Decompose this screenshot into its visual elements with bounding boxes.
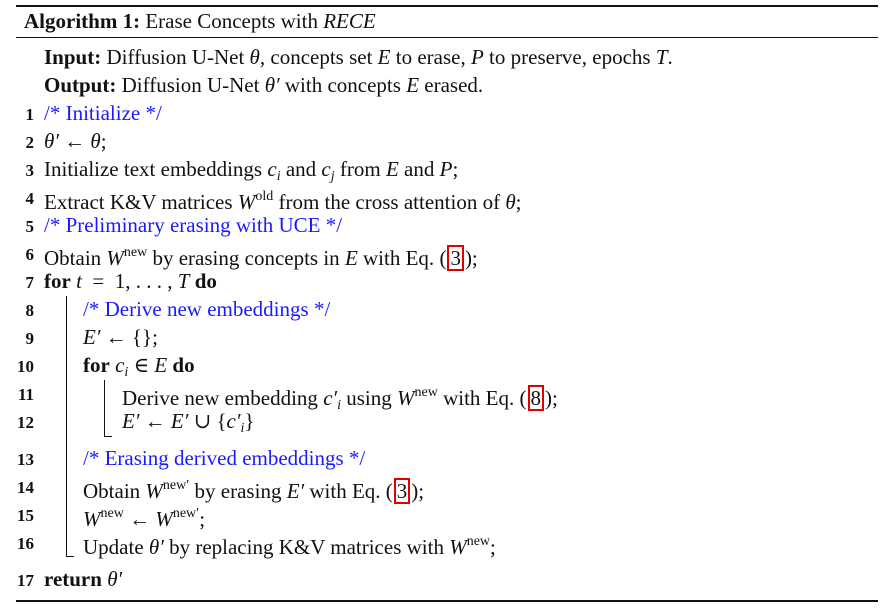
eq-3-link-2[interactable]: 3	[394, 478, 411, 504]
code-line-17: return θ′	[44, 567, 123, 591]
input-line: Input: Diffusion U-Net θ, concepts set E to erase, P to preserve, epochs T.	[44, 45, 673, 69]
line-number: 7	[25, 273, 34, 292]
code-line-16: Update θ′ by replacing K&V matrices with $W^{new}$;	[83, 534, 496, 559]
line-number: 13	[17, 450, 34, 469]
line-number: 11	[17, 385, 34, 404]
algorithm-name: RECE	[323, 9, 376, 33]
line-number: 10	[17, 357, 34, 376]
line-number: 8	[25, 301, 34, 320]
line-number: 3	[25, 161, 34, 180]
code-line-6: Obtain $W^{new}$ by erasing concepts in E with Eq. ( 3 );	[44, 245, 478, 270]
code-line-11: Derive new embedding $c'_i$ using $W^{new}$ with Eq. ( 8 );	[122, 385, 558, 413]
comment-erasing: /* Erasing derived embeddings */	[83, 446, 366, 470]
code-line-2: θ′ ← θ;	[44, 129, 107, 153]
outer-loop-bar	[66, 296, 67, 556]
title-rule	[16, 37, 878, 38]
code-line-7: for t = 1, . . . , T do	[44, 269, 217, 293]
inner-loop-bar	[104, 380, 105, 436]
comment-preliminary: /* Preliminary erasing with UCE */	[44, 213, 343, 237]
line-number: 15	[17, 506, 34, 525]
outer-loop-end	[66, 556, 74, 557]
comment-initialize: /* Initialize */	[44, 101, 162, 125]
line-number: 2	[25, 133, 34, 152]
code-line-15: $W^{new}$ ← $W^{new'}$;	[83, 506, 206, 531]
bottom-rule	[16, 600, 878, 602]
algorithm-title-text: Erase Concepts with	[145, 9, 318, 33]
algorithm-label: Algorithm 1:	[24, 9, 141, 33]
code-line-12: E′ ← E′ ∪ $\{c'_i\}$	[122, 409, 255, 436]
line-number: 17	[17, 571, 34, 590]
line-number: 14	[17, 478, 34, 497]
line-number: 9	[25, 329, 34, 348]
line-number: 1	[25, 105, 34, 124]
code-line-10: for $c_i$ ∈ E do	[83, 353, 195, 380]
line-number: 5	[25, 217, 34, 236]
code-line-14: Obtain $W^{new'}$ by erasing E′ with Eq. ( 3 );	[83, 478, 425, 503]
line-number: 6	[25, 245, 34, 264]
eq-3-link[interactable]: 3	[447, 245, 464, 271]
line-number: 4	[25, 189, 34, 208]
line-number: 16	[17, 534, 34, 553]
inner-loop-end	[104, 436, 112, 437]
output-line: Output: Diffusion U-Net θ′ with concepts E erased.	[44, 73, 484, 97]
eq-8-link[interactable]: 8	[528, 385, 545, 411]
code-line-9: E′ ← {};	[83, 325, 158, 349]
line-number: 12	[17, 413, 34, 432]
comment-derive: /* Derive new embeddings */	[83, 297, 331, 321]
code-line-3: Initialize text embeddings $c_i$ and $c_j$ from E and P;	[44, 157, 459, 184]
top-rule	[16, 5, 878, 7]
code-line-4: Extract K&V matrices $W^{old}$ from the cross attention of θ;	[44, 189, 522, 214]
algorithm-title	[24, 8, 376, 34]
